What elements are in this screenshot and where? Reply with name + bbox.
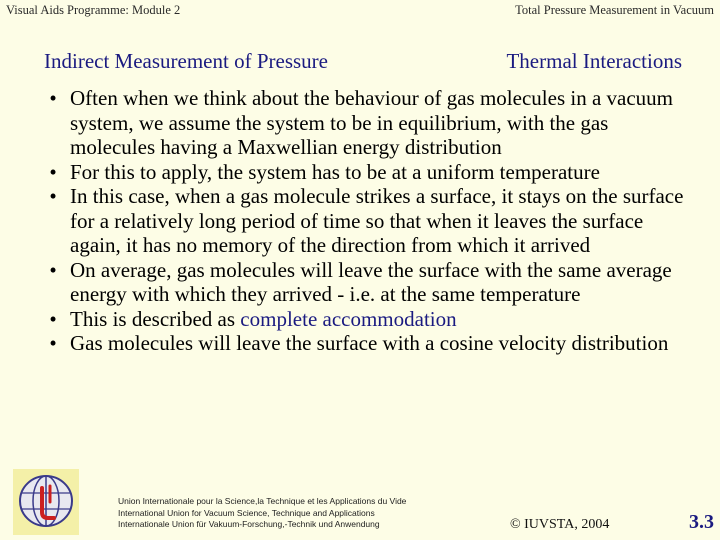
bullet-icon: •: [49, 257, 57, 282]
bullet-text: On average, gas molecules will leave the surface with the same average energy with which they arrived - i.e. at the same temperature: [70, 257, 672, 306]
footer-organisation: [118, 496, 406, 531]
bullet-text: This is described as: [70, 306, 241, 331]
bullet-item: [44, 160, 692, 185]
slide-number: 3.3: [689, 511, 714, 533]
copyright-notice: © IUVSTA, 2004: [510, 517, 610, 532]
bullet-text: For this to apply, the system has to be at a uniform temperature: [70, 159, 600, 184]
highlight-text: complete accommodation: [240, 306, 457, 331]
bullet-item: [44, 184, 692, 258]
slide-subtitle: Thermal Interactions: [506, 49, 682, 73]
bullet-item: [44, 258, 692, 307]
slide-titles: [44, 49, 682, 77]
bullet-list: [44, 86, 692, 356]
header-module-label: Visual Aids Programme: Module 2: [6, 3, 181, 17]
bullet-icon: •: [49, 306, 57, 331]
footer-line-german: Internationale Union für Vakuum-Forschung,-Technik und Anwendung: [118, 519, 380, 529]
bullet-item: [44, 307, 692, 332]
iuvsta-globe-logo-icon: [12, 468, 80, 536]
bullet-icon: •: [49, 159, 57, 184]
bullet-text: In this case, when a gas molecule strikes a surface, it stays on the surface for a relatively long period of time so that when it leaves the surface again, it has no memory of the direction from which it arrived: [70, 184, 684, 257]
bullet-icon: •: [49, 184, 57, 208]
slide-title: Indirect Measurement of Pressure: [44, 49, 328, 73]
bullet-item: [44, 331, 692, 356]
bullet-icon: •: [49, 331, 57, 355]
bullet-text: Gas molecules will leave the surface with a cosine velocity distribution: [70, 331, 669, 355]
header-topic-label: Total Pressure Measurement in Vacuum: [515, 3, 714, 17]
bullet-item: [44, 86, 692, 160]
bullet-icon: •: [49, 86, 57, 110]
footer-line-french: Union Internationale pour la Science,la Technique et les Applications du Vide: [118, 496, 407, 506]
footer-line-english: International Union for Vacuum Science, Technique and Applications: [118, 507, 375, 518]
bullet-text: Often when we think about the behaviour of gas molecules in a vacuum system, we assume the system to be in equilibrium, with the gas molecules having a Maxwellian energy distribution: [70, 86, 673, 159]
